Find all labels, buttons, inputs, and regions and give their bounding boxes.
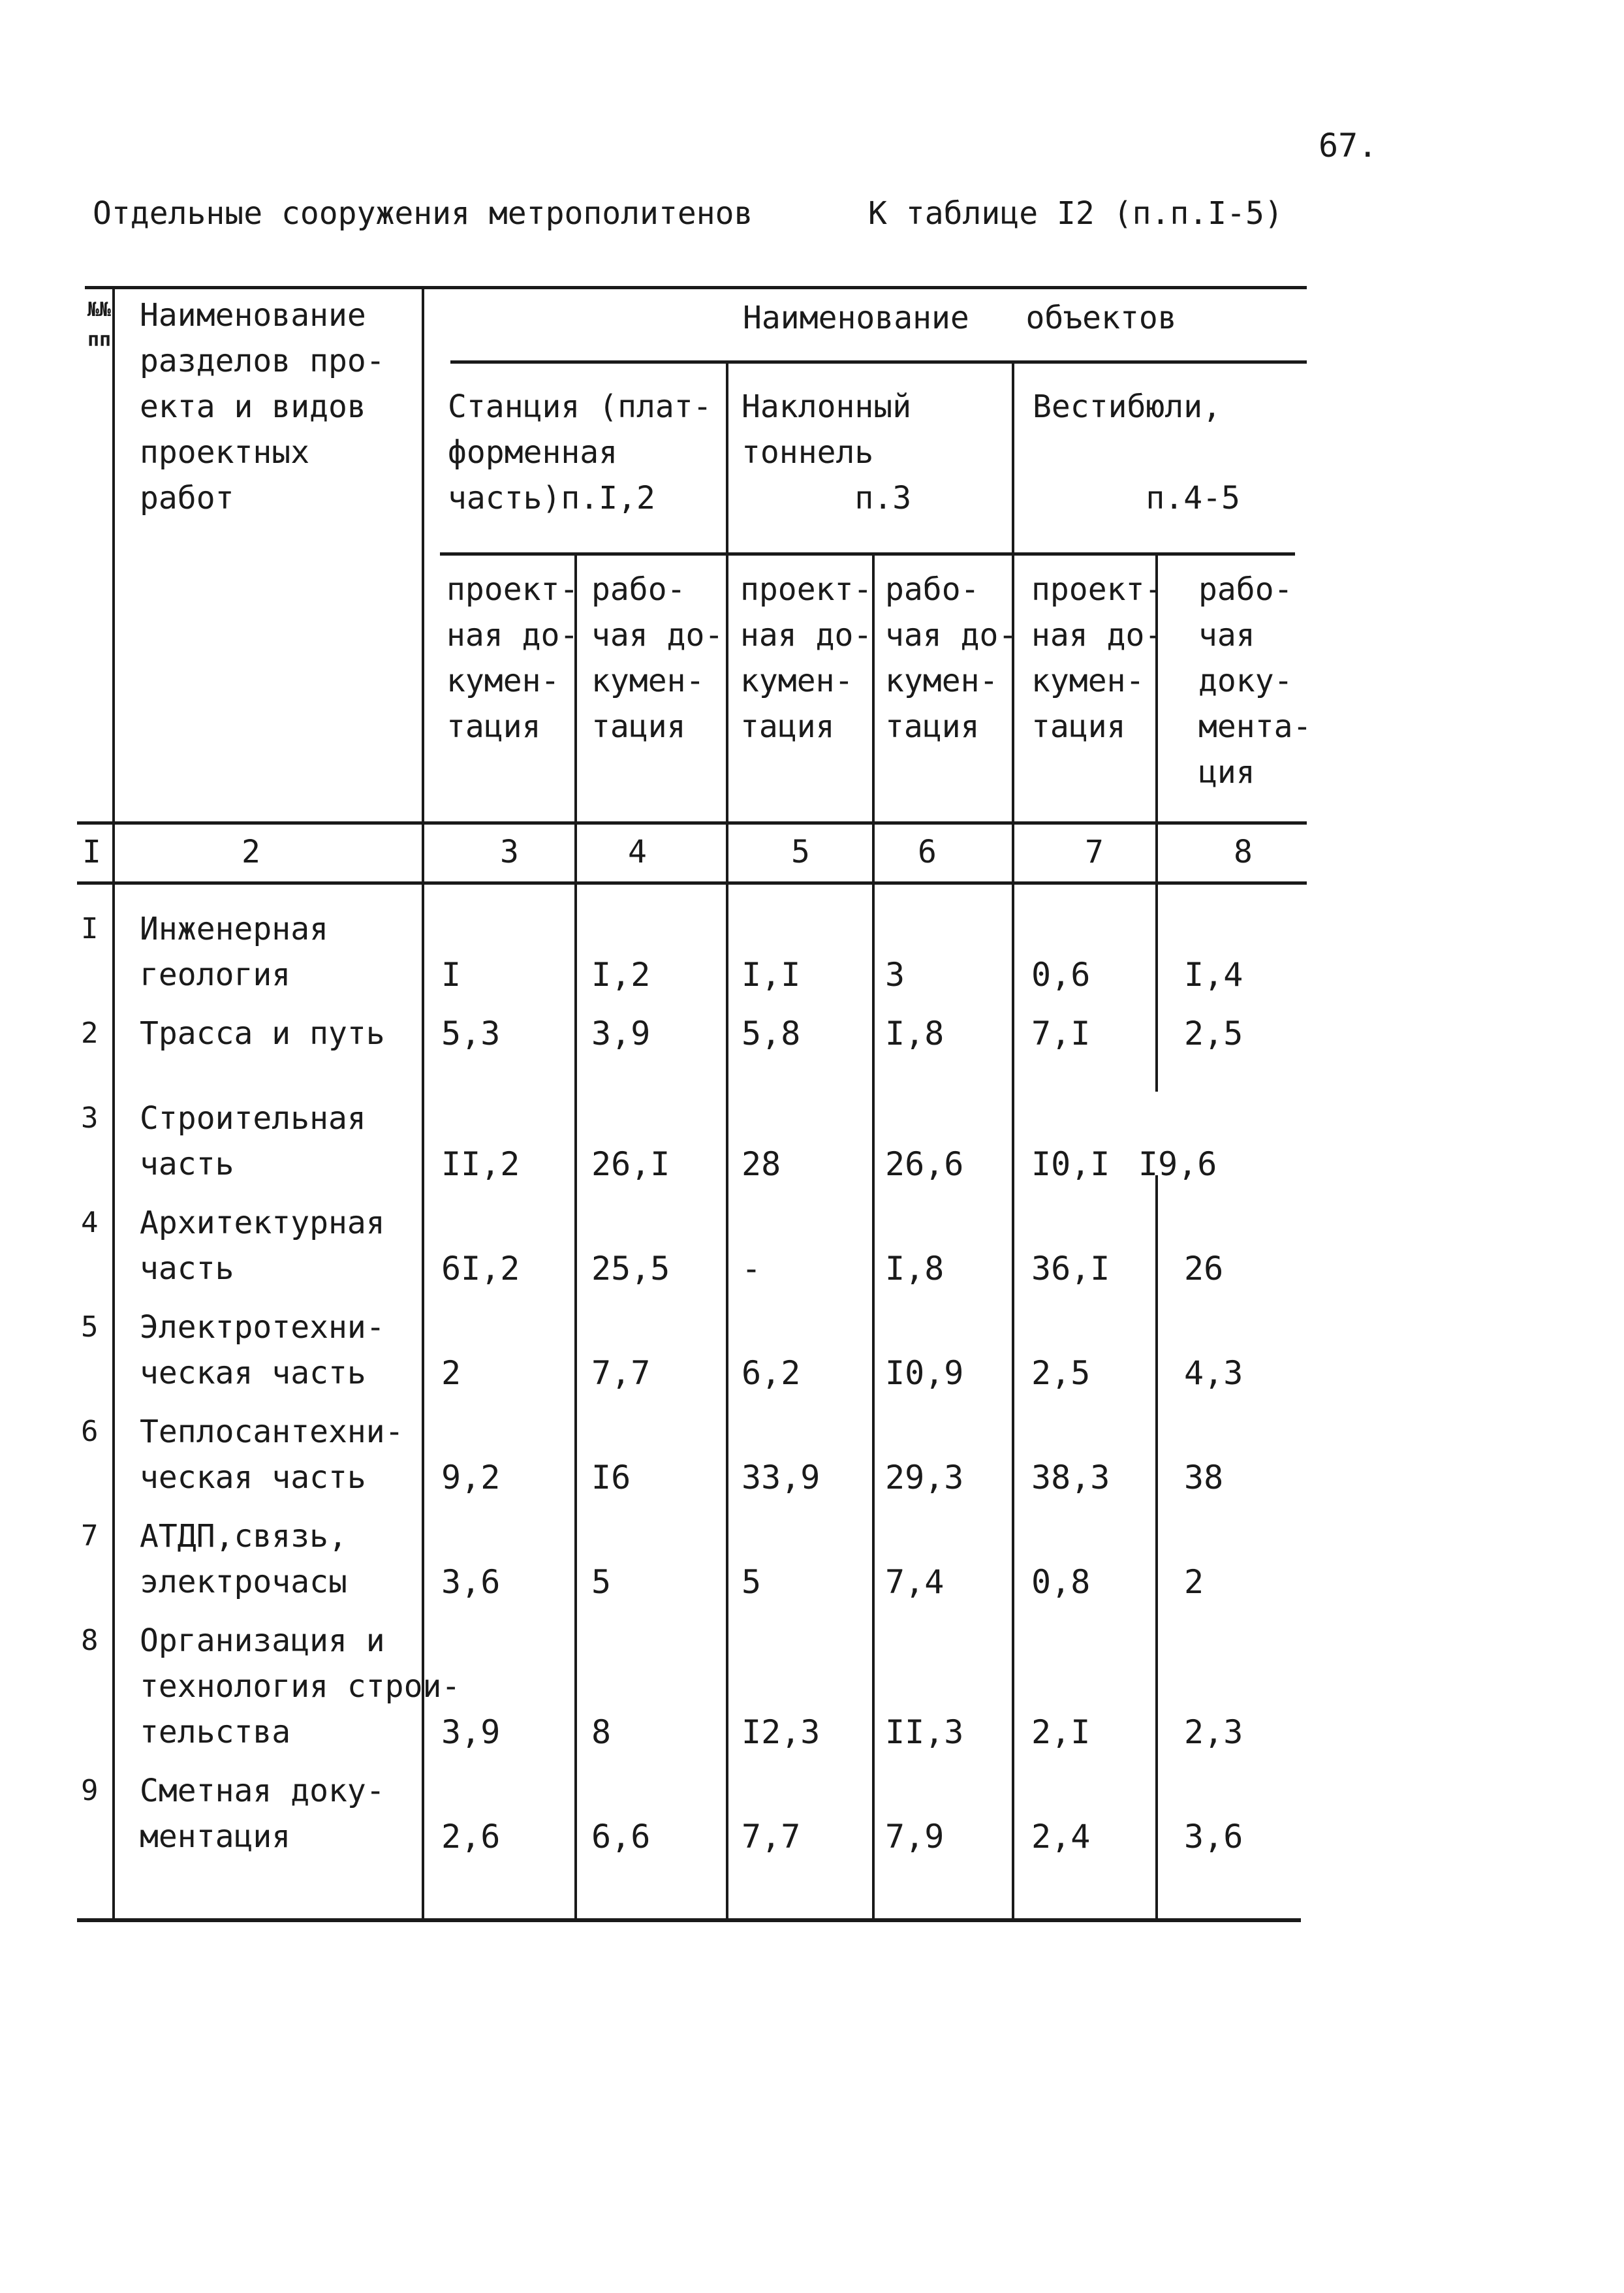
col-number: 5 (791, 834, 810, 870)
objects-header-rule (450, 360, 1307, 364)
row-number: 3 (81, 1101, 99, 1135)
table-cell: I2,3 (742, 1713, 820, 1751)
table-cell: 26 (1184, 1250, 1224, 1288)
row-number: 8 (81, 1624, 99, 1657)
table-cell: 2 (1184, 1563, 1204, 1601)
table-cell: 3 (885, 956, 905, 994)
table-cell: II,3 (885, 1713, 964, 1751)
col-divider-5 (872, 552, 875, 1918)
col-divider-4 (726, 363, 728, 1918)
row-number: 2 (81, 1017, 99, 1050)
row-section-name: Электротехни- ческая часть (140, 1309, 385, 1391)
row-number: 4 (81, 1206, 99, 1239)
table-cell: I,8 (885, 1015, 945, 1052)
table-cell: I0,9 (885, 1354, 964, 1392)
col-number: 2 (242, 834, 260, 870)
row-section-name: Инженерная геология (140, 911, 328, 993)
table-cell: 9,2 (441, 1459, 501, 1496)
table-cell: 2,6 (441, 1818, 501, 1856)
table-cell: 7,4 (885, 1563, 945, 1601)
table-cell: II,2 (441, 1145, 520, 1183)
table-cell: I (441, 956, 461, 994)
row-section-name: Архитектурная часть (140, 1205, 385, 1287)
table-cell: 2,3 (1184, 1713, 1243, 1751)
subheader-vestibules-working: рабо- чая доку- мента- ция (1198, 571, 1312, 791)
table-cell: I6 (591, 1459, 631, 1496)
section-name-header: Наименование разделов про- екта и видов проектных работ (140, 297, 385, 516)
col-number: 4 (628, 834, 647, 870)
col-number: 8 (1234, 834, 1253, 870)
table-cell: I,2 (591, 956, 651, 994)
table-cell: 5 (742, 1563, 762, 1601)
table-cell: I,4 (1184, 956, 1243, 994)
table-cell: 7,7 (591, 1354, 651, 1392)
col-number: 6 (918, 834, 937, 870)
table-cell: 38,3 (1031, 1459, 1110, 1496)
row-number: 9 (81, 1774, 99, 1807)
table-cell: 6,6 (591, 1818, 651, 1856)
table-cell: 5 (591, 1563, 612, 1601)
col-numbers-bottom-rule (77, 881, 1307, 885)
table-cell: I0,I (1031, 1145, 1110, 1183)
group-header-vestibules: Вестибюли, п.4-5 (1033, 388, 1240, 516)
col-numbers-top-rule (77, 821, 1307, 825)
table-reference: К таблице I2 (п.п.I-5) (868, 195, 1283, 232)
table-cell: 2,4 (1031, 1818, 1091, 1856)
table-cell: 33,9 (742, 1459, 820, 1496)
groups-header-rule (440, 552, 1295, 556)
table-bottom-rule (77, 1918, 1301, 1922)
col-divider-1 (112, 289, 115, 1918)
row-section-name: Организация и технология строи- тельства (140, 1622, 461, 1750)
table-cell: I9,6 (1138, 1145, 1217, 1183)
subheader-tunnel-project: проект- ная до- кумен- тация (740, 571, 873, 745)
table-cell: - (742, 1250, 762, 1288)
table-cell: 4,3 (1184, 1354, 1243, 1392)
col-divider-3 (574, 552, 577, 1918)
table-cell: 2,I (1031, 1713, 1091, 1751)
row-section-name: Сметная доку- ментация (140, 1773, 385, 1855)
row-number: 5 (81, 1310, 99, 1344)
table-cell: 6I,2 (441, 1250, 520, 1288)
subheader-vestibules-project: проект- ная до- кумен- тация (1031, 571, 1164, 745)
subheader-station-project: проект- ная до- кумен- тация (446, 571, 579, 745)
table-cell: 2,5 (1184, 1015, 1243, 1052)
table-cell: 0,6 (1031, 956, 1091, 994)
row-section-name: Теплосантехни- ческая часть (140, 1414, 404, 1496)
table-cell: 6,2 (742, 1354, 801, 1392)
row-number: I (81, 912, 99, 945)
document-title: Отдельные сооружения метрополитенов (93, 195, 753, 232)
table-cell: 2,5 (1031, 1354, 1091, 1392)
table-cell: 7,I (1031, 1015, 1091, 1052)
col-number: 7 (1085, 834, 1104, 870)
table-cell: 7,7 (742, 1818, 801, 1856)
table-cell: 3,9 (591, 1015, 651, 1052)
subheader-tunnel-working: рабо- чая до- кумен- тация (885, 571, 1018, 745)
group-header-tunnel: Наклонный тоннель п.3 (742, 388, 912, 516)
table-cell: 5,3 (441, 1015, 501, 1052)
row-section-name: Строительная часть (140, 1100, 366, 1182)
row-number: 7 (81, 1519, 99, 1553)
table-cell: 2 (441, 1354, 461, 1392)
table-cell: I,I (742, 956, 801, 994)
table-cell: 29,3 (885, 1459, 964, 1496)
col-divider-7b (1155, 1175, 1158, 1918)
objects-header: Наименование объектов (743, 300, 1177, 336)
table-cell: 0,8 (1031, 1563, 1091, 1601)
table-cell: 3,6 (1184, 1818, 1243, 1856)
row-number-header: №№ пп (87, 298, 112, 351)
table-top-rule (85, 286, 1307, 289)
table-cell: 26,6 (885, 1145, 964, 1183)
col-number: 3 (500, 834, 519, 870)
table-cell: 7,9 (885, 1818, 945, 1856)
page-number: 67. (1319, 127, 1378, 165)
table-cell: 3,6 (441, 1563, 501, 1601)
col-number: I (82, 834, 101, 870)
row-section-name: АТДП,связь, электрочасы (140, 1518, 347, 1600)
table-cell: 26,I (591, 1145, 670, 1183)
table-cell: 25,5 (591, 1250, 670, 1288)
table-cell: 38 (1184, 1459, 1224, 1496)
row-number: 6 (81, 1415, 99, 1448)
table-cell: 5,8 (742, 1015, 801, 1052)
table-cell: 28 (742, 1145, 781, 1183)
group-header-station: Станция (плат- форменная часть)п.I,2 (448, 388, 712, 516)
table-cell: 36,I (1031, 1250, 1110, 1288)
table-cell: I,8 (885, 1250, 945, 1288)
row-section-name: Трасса и путь (140, 1015, 385, 1052)
table-cell: 3,9 (441, 1713, 501, 1751)
subheader-station-working: рабо- чая до- кумен- тация (591, 571, 724, 745)
table-cell: 8 (591, 1713, 612, 1751)
